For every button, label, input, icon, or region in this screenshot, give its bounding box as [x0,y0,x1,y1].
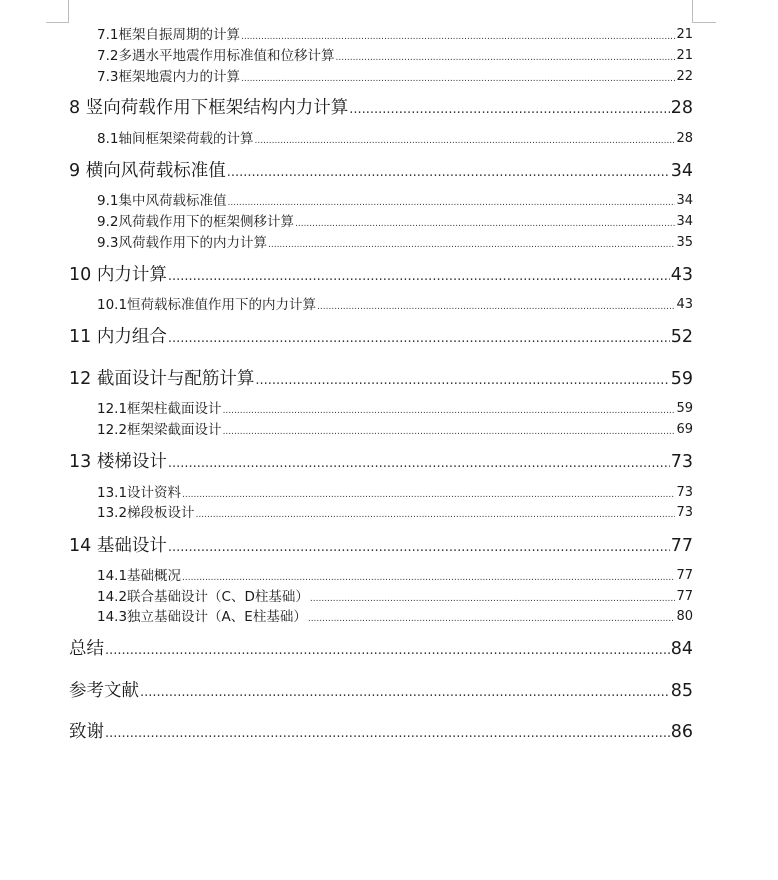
toc-dot-leader [241,29,675,45]
toc-dot-leader [168,329,670,349]
toc-entry-page-number: 80 [676,609,693,624]
toc-entry-page-number: 34 [676,193,693,208]
toc-dot-leader [255,371,669,391]
toc-entry-title: 14.1基础概况 [97,568,182,584]
toc-dot-leader [349,100,670,120]
toc-entry-title: 7.2多遇水平地震作用标准值和位移计算 [97,48,335,64]
crop-mark-right-horizontal [692,22,716,23]
toc-entry[interactable] [97,420,693,440]
toc-entry-page-number: 59 [676,401,693,416]
toc-entry-title: 14 基础设计 [69,536,167,556]
toc-entry-title: 14.3独立基础设计（A、E柱基础） [97,609,307,625]
toc-entry[interactable] [97,191,693,211]
toc-dot-leader [105,641,670,661]
toc-entry-title: 13 楼梯设计 [69,452,167,472]
toc-entry-page-number: 86 [670,722,693,742]
toc-entry-title: 9.3风荷载作用下的内力计算 [97,235,267,251]
toc-entry-title: 11 内力组合 [69,327,167,347]
toc-entry-page-number: 73 [676,505,693,520]
toc-entry-title: 12.2框架梁截面设计 [97,422,222,438]
toc-entry-page-number: 77 [676,568,693,583]
toc-dot-leader [227,163,670,183]
toc-dot-leader [223,403,676,419]
toc-entry-page-number: 21 [676,27,693,42]
toc-entry-title: 10 内力计算 [69,265,167,285]
toc-dot-leader [227,195,675,211]
toc-entry[interactable] [69,96,693,120]
toc-entry-page-number: 59 [670,369,693,389]
crop-mark-left-vertical [68,0,69,22]
toc-entry-page-number: 52 [670,327,693,347]
toc-entry-page-number: 73 [670,452,693,472]
toc-entry[interactable] [97,607,693,627]
toc-dot-leader [182,570,675,586]
toc-entry-page-number: 77 [670,536,693,556]
toc-entry-page-number: 35 [676,235,693,250]
toc-dot-leader [241,71,675,87]
toc-entry-page-number: 85 [670,681,693,701]
toc-entry-title: 致谢 [69,722,104,742]
toc-dot-leader [295,216,675,232]
toc-entry[interactable] [97,587,693,607]
toc-dot-leader [254,133,675,149]
toc-dot-leader [310,591,676,607]
toc-entry-page-number: 28 [670,98,693,118]
toc-entry[interactable] [69,367,693,391]
toc-entry-title: 10.1恒荷载标准值作用下的内力计算 [97,297,317,313]
toc-entry[interactable] [97,566,693,586]
toc-entry-page-number: 73 [676,485,693,500]
toc-entry-title: 7.3框架地震内力的计算 [97,69,240,85]
toc-entry[interactable] [97,212,693,232]
toc-entry[interactable] [69,325,693,349]
toc-entry-page-number: 28 [676,131,693,146]
toc-dot-leader [317,299,675,315]
toc-dot-leader [168,538,670,558]
toc-entry-page-number: 22 [676,69,693,84]
toc-dot-leader [140,683,670,703]
toc-entry-title: 总结 [69,639,104,659]
toc-entry-title: 12.1框架柱截面设计 [97,401,222,417]
toc-entry[interactable] [69,720,693,744]
toc-entry-page-number: 34 [676,214,693,229]
toc-dot-leader [168,267,670,287]
toc-entry[interactable] [69,534,693,558]
toc-dot-leader [168,454,670,474]
toc-dot-leader [308,611,676,627]
toc-entry-title: 13.1设计资料 [97,485,182,501]
crop-mark-left-horizontal [46,22,69,23]
toc-entry[interactable] [97,399,693,419]
toc-entry-title: 12 截面设计与配筋计算 [69,369,255,389]
toc-entry-title: 9 横向风荷载标准值 [69,161,226,181]
toc-entry[interactable] [97,25,693,45]
toc-entry[interactable] [97,46,693,66]
toc-entry[interactable] [69,637,693,661]
toc-entry[interactable] [69,263,693,287]
toc-entry[interactable] [69,450,693,474]
toc-entry[interactable] [97,503,693,523]
toc-entry[interactable] [97,233,693,253]
toc-dot-leader [268,237,675,253]
toc-dot-leader [105,724,670,744]
toc-dot-leader [196,507,676,523]
toc-entry-title: 8 竖向荷载作用下框架结构内力计算 [69,98,349,118]
toc-entry[interactable] [97,129,693,149]
toc-entry[interactable] [69,159,693,183]
toc-entry-title: 7.1框架自振周期的计算 [97,27,240,43]
toc-entry-title: 14.2联合基础设计（C、D柱基础） [97,589,309,605]
toc-entry-title: 13.2梯段板设计 [97,505,195,521]
toc-entry-page-number: 21 [676,48,693,63]
toc-dot-leader [223,424,676,440]
toc-entry-title: 参考文献 [69,681,139,701]
toc-entry-page-number: 43 [670,265,693,285]
toc-entry[interactable] [97,295,693,315]
toc-entry-page-number: 43 [676,297,693,312]
toc-dot-leader [182,487,675,503]
crop-mark-right-vertical [692,0,693,22]
toc-entry[interactable] [97,67,693,87]
toc-entry-page-number: 84 [670,639,693,659]
toc-entry-title: 8.1轴间框架梁荷载的计算 [97,131,254,147]
toc-entry-page-number: 69 [676,422,693,437]
toc-entry[interactable] [97,483,693,503]
toc-entry-title: 9.1集中风荷载标准值 [97,193,227,209]
toc-dot-leader [335,50,675,66]
toc-entry-page-number: 77 [676,589,693,604]
toc-entry[interactable] [69,679,693,703]
toc-entry-title: 9.2风荷载作用下的框架侧移计算 [97,214,294,230]
toc-entry-page-number: 34 [670,161,693,181]
